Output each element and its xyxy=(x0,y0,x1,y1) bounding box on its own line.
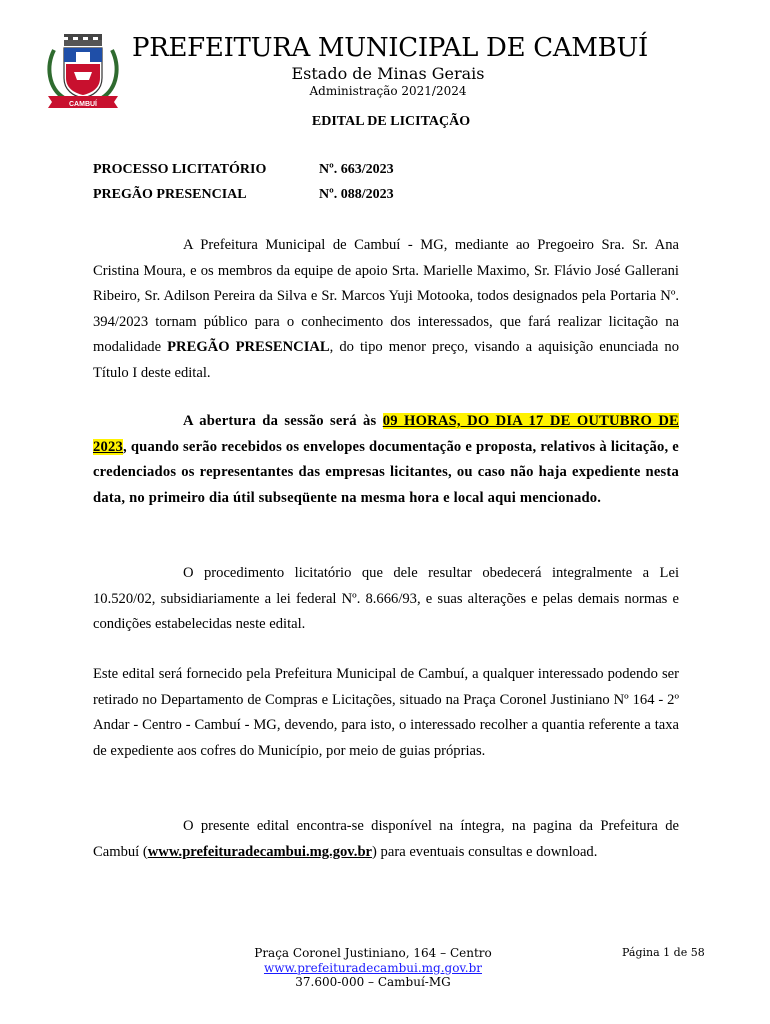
intro-text-end: , do tipo menor preço, visando a aquisição enunciada no Título I deste edital. xyxy=(93,339,680,381)
website-text-end: ) para eventuais consultas e download. xyxy=(372,843,598,860)
session-text: A abertura da sessão será às xyxy=(183,413,383,429)
footer-website-link[interactable]: www.prefeituradecambui.mg.gov.br xyxy=(263,960,482,975)
municipality-title: PREFEITURA MUNICIPAL DE CAMBUÍ xyxy=(132,33,649,63)
website-text: O presente edital encontra-se disponível na íntegra, na pagina da Prefeitura de Cambuí ( xyxy=(93,818,679,860)
crest-banner xyxy=(42,30,124,112)
website-link[interactable]: www.prefeituradecambui.mg.gov.br xyxy=(147,843,373,860)
process-label: PROCESSO LICITATÓRIO xyxy=(93,162,267,177)
paragraph-intro xyxy=(93,233,679,386)
paragraph-edital-availability: Este edital será fornecido pela Prefeitura Municipal de Cambuí, a qualquer interessado podendo ser retirado no Departamento de Compras e Licitações, situado na Praça Coronel Justiniano Nº 164 - 2º Andar - Centro - Cambuí - MG, devendo, para isto, o interessado recolher a quantia referente a taxa de expediente aos cofres do Município, por meio de guias próprias. xyxy=(93,666,679,759)
page-footer xyxy=(200,946,546,990)
pregao-value: Nº. 088/2023 xyxy=(319,187,394,202)
footer-city: 37.600-000 – Cambuí-MG xyxy=(295,975,451,989)
administration-period: Administração 2021/2024 xyxy=(309,84,467,98)
session-date-highlight: 09 HORAS, DO DIA 17 DE OUTUBRO DE 2023 xyxy=(93,413,679,455)
paragraph-session-opening xyxy=(93,409,679,511)
paragraph-website xyxy=(93,814,679,865)
pregao-number-row xyxy=(93,187,394,203)
intro-text: A Prefeitura Municipal de Cambuí - MG, mediante ao Pregoeiro Sra. Sr. Ana Cristina Moura, e os membros da equipe de apoio Srta. Marielle Maximo, Sr. Flávio José Gallerani Ribeiro, Sr. Adilson Pereira da Silva e Sr. Marcos Yuji Motooka, todos designados pela Portaria Nº. 394/2023 tornam público para o conhecimento dos interessados, que fará realizar licitação na modalidade xyxy=(93,237,679,355)
crest-banner-text: CAMBUÍ xyxy=(69,101,97,108)
modality-bold: PREGÃO PRESENCIAL xyxy=(167,339,330,355)
process-number-row xyxy=(93,162,394,178)
page-number: Página 1 de 58 xyxy=(622,946,705,959)
state-subtitle: Estado de Minas Gerais xyxy=(291,64,485,83)
paragraph-legal-basis: O procedimento licitatório que dele resultar obedecerá integralmente a Lei 10.520/02, subsidiariamente a lei federal Nº. 8.666/93, e suas alterações e pelas demais normas e condições estabelecidas neste edital. xyxy=(93,565,679,632)
session-text-end: , quando serão recebidos os envelopes documentação e proposta, relativos à licitação, e credenciados os representantes das empresas licitantes, ou caso não haja expediente nesta data, no primeiro dia útil subseqüente na mesma hora e local aqui mencionado. xyxy=(93,438,679,506)
footer-address: Praça Coronel Justiniano, 164 – Centro xyxy=(254,946,492,960)
pregao-label: PREGÃO PRESENCIAL xyxy=(93,187,247,202)
document-title: EDITAL DE LICITAÇÃO xyxy=(311,114,471,129)
process-value: Nº. 663/2023 xyxy=(319,162,394,177)
